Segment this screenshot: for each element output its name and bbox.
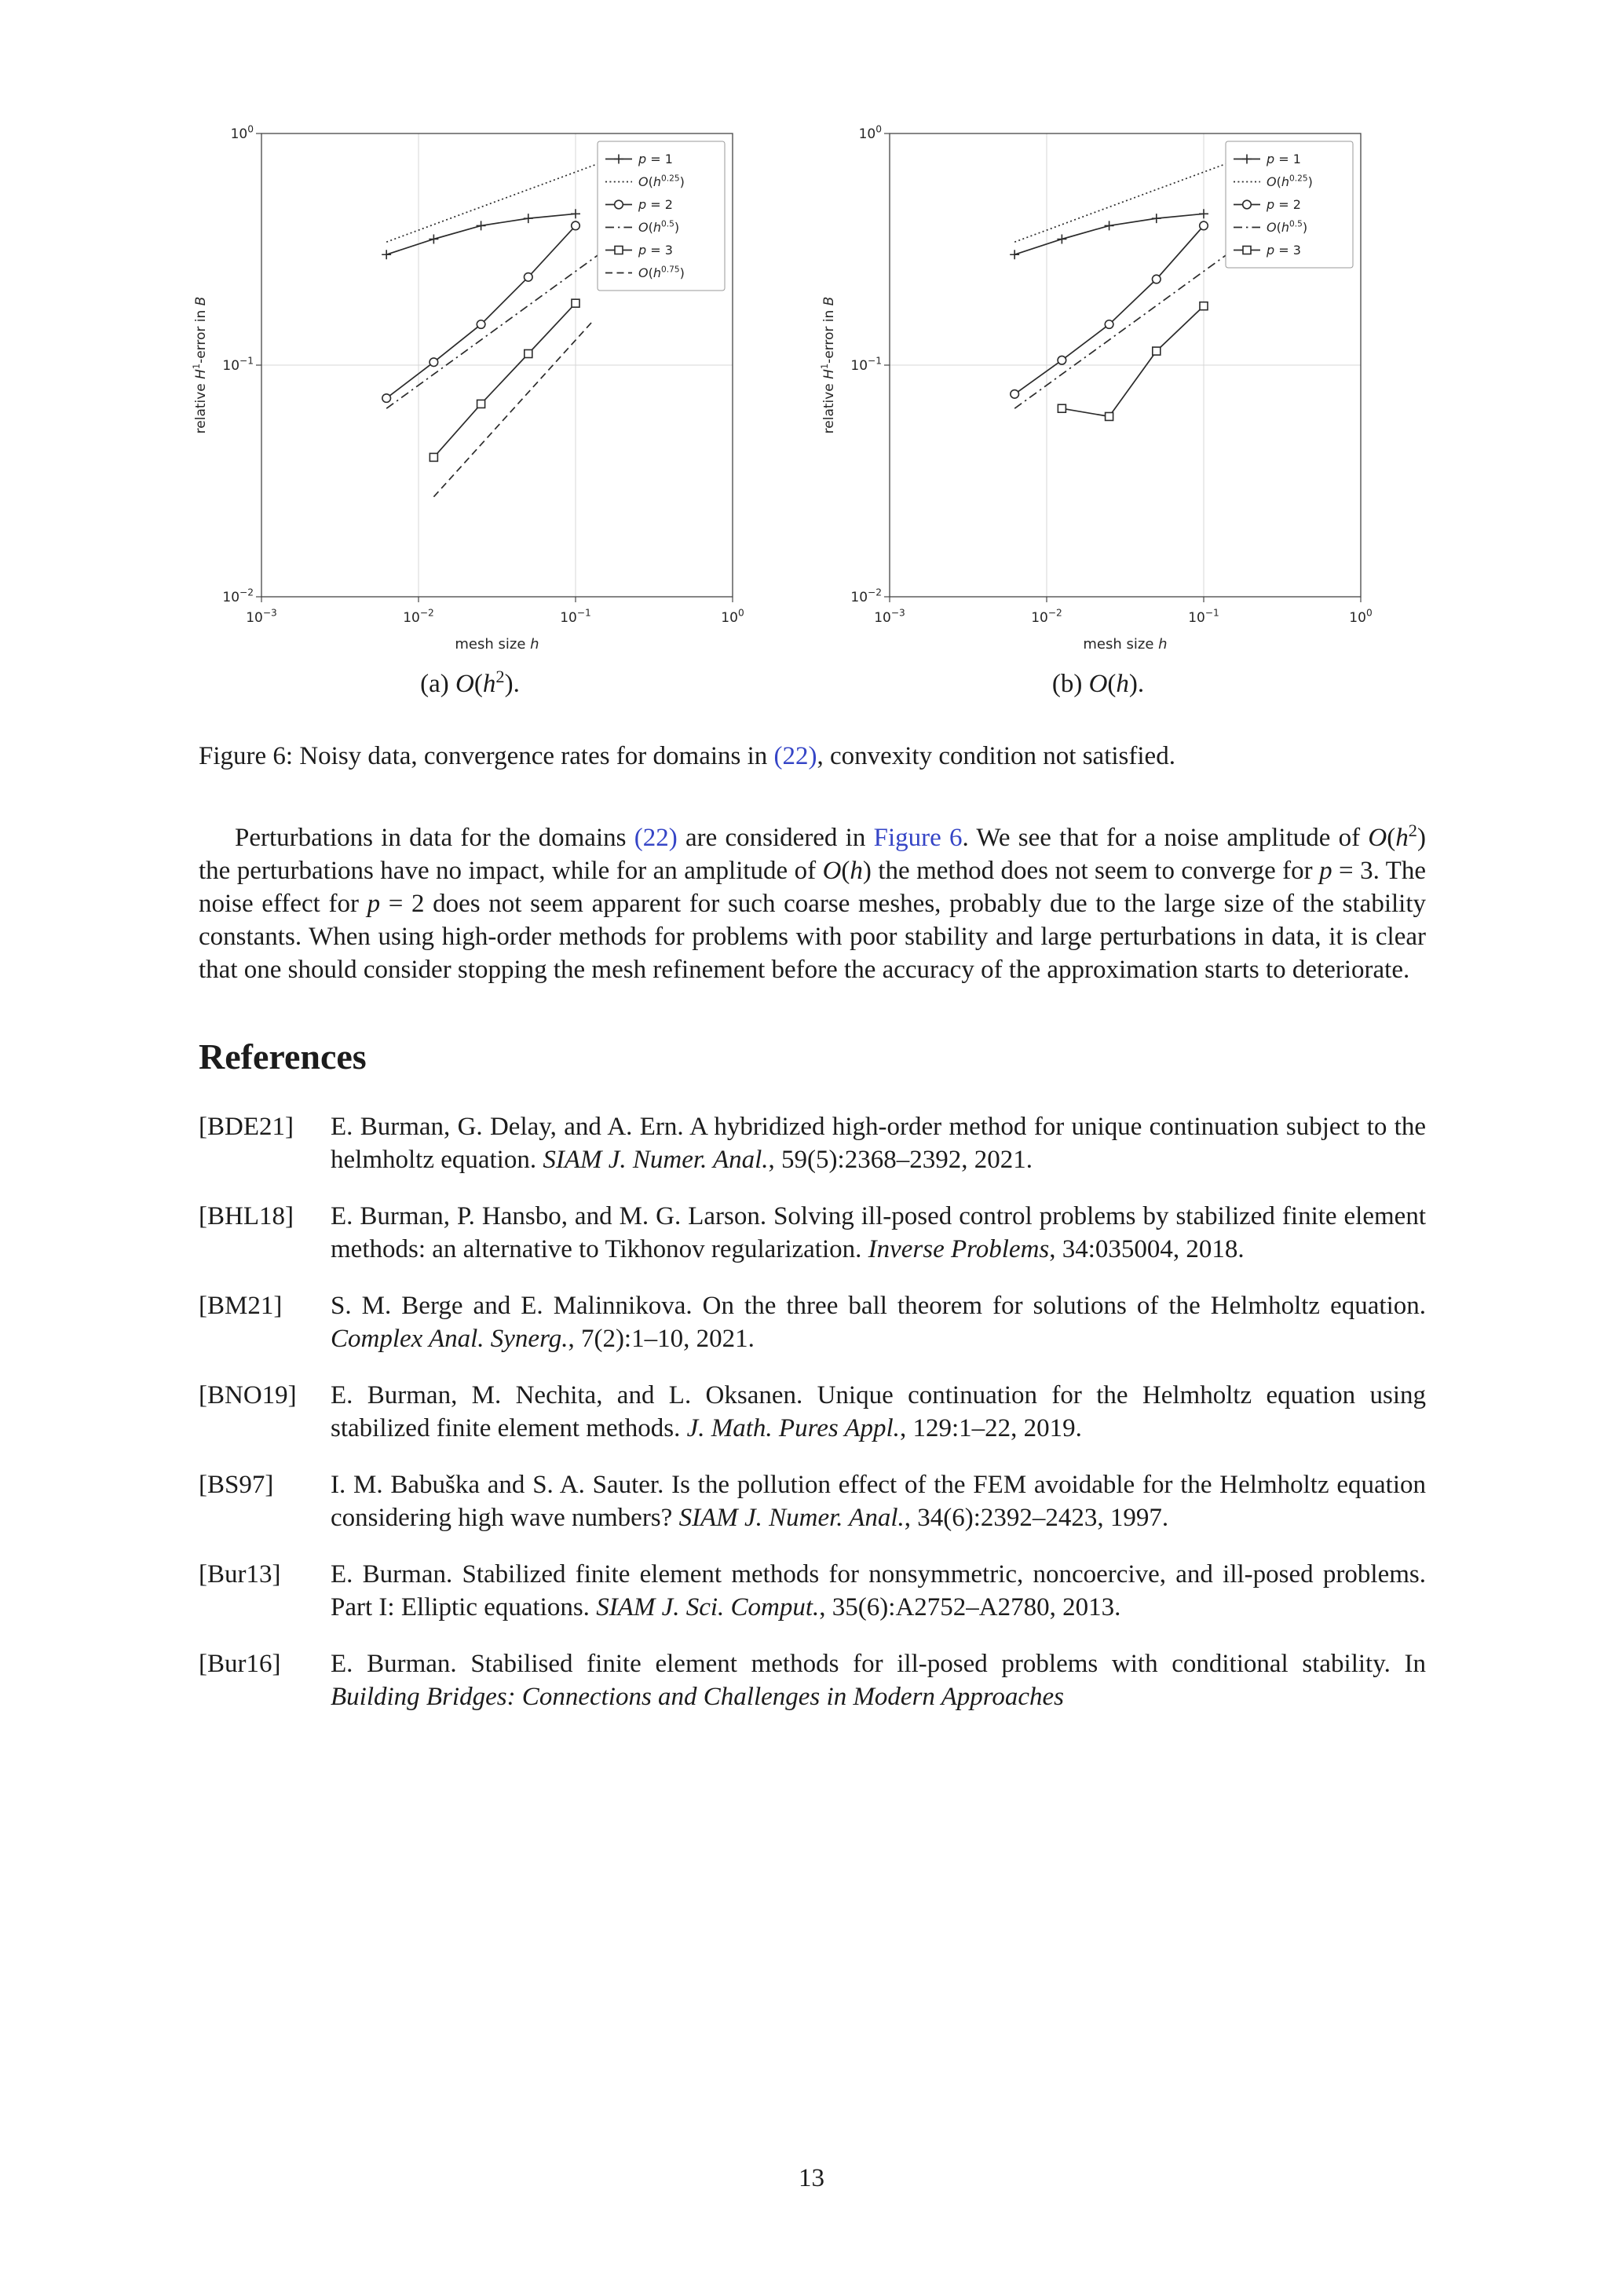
text-segment: (b): [1051, 670, 1089, 698]
svg-text:mesh size h: mesh size h: [455, 636, 539, 653]
svg-text:100: $10^0$: [230, 123, 254, 142]
text-segment: , 59(5):2368–2392, 2021.: [768, 1146, 1033, 1174]
reference-label: [Bur16]: [199, 1650, 281, 1678]
figure-caption: [199, 740, 1426, 773]
text-segment: , 35(6):A2752–A2780, 2013.: [819, 1593, 1121, 1621]
reference-text: [331, 1468, 1426, 1534]
reference-entry: [199, 1558, 1426, 1624]
series-Oh075: [433, 320, 593, 497]
text-segment: (: [1107, 670, 1117, 698]
convergence-plot-a: [189, 118, 751, 664]
text-segment: = 3. The noise effect for: [199, 857, 1426, 918]
reference-entry: [199, 1379, 1426, 1445]
reference-label: [BM21]: [199, 1292, 283, 1320]
text-segment: , 129:1–22, 2019.: [899, 1414, 1082, 1442]
subcaption-b: [1052, 670, 1144, 699]
text-segment: , 34(6):2392–2423, 1997.: [904, 1504, 1169, 1532]
subcaption-a: [420, 667, 520, 699]
convergence-plot-b: [817, 118, 1379, 664]
series-Oh05: [1014, 251, 1231, 408]
reference-text: [331, 1289, 1426, 1355]
text-segment: O: [822, 857, 842, 885]
text-segment: E. Burman, G. Delay, and A. Ern. A hybridized high-order method for unique continuation subject to the helmholtz equation.: [331, 1113, 1426, 1174]
text-segment: Complex Anal. Synerg.: [331, 1325, 568, 1353]
text-segment: (: [1387, 824, 1396, 852]
citation-link[interactable]: Figure 6: [873, 824, 963, 852]
text-segment: 2: [495, 667, 505, 686]
svg-text:O(h0.75): $O(h^{0.75})$: [638, 265, 685, 280]
text-segment: p: [367, 890, 381, 918]
body-paragraph: [199, 821, 1426, 986]
reference-label: [BDE21]: [199, 1113, 294, 1141]
text-segment: SIAM J. Sci. Comput.: [596, 1593, 820, 1621]
svg-text:100: $10^0$: [721, 607, 744, 626]
series-Oh025: [1014, 157, 1244, 242]
svg-text:10−1: $10^{-1}$: [560, 607, 591, 626]
text-segment: (a): [420, 670, 456, 698]
reference-entry: [199, 1110, 1426, 1176]
text-segment: h: [1116, 670, 1129, 698]
text-segment: 2: [1408, 821, 1417, 840]
text-segment: (: [841, 857, 850, 885]
text-segment: SIAM J. Numer. Anal.: [543, 1146, 769, 1174]
svg-text:10−2: $10^{-2}$: [222, 587, 254, 605]
svg-text:10−1: $10^{-1}$: [222, 355, 254, 374]
text-segment: the method does not seem to converge for: [871, 857, 1320, 885]
figure-6: [189, 118, 1426, 699]
reference-entry: [199, 1468, 1426, 1534]
svg-text:relative H1-error in B: relative $H^1$-error in B: [192, 296, 209, 434]
text-segment: E. Burman. Stabilised finite element methods for ill-posed problems with conditional stability. In: [331, 1650, 1426, 1678]
reference-label: [BHL18]: [199, 1202, 294, 1230]
figure-6-panel-a: [189, 118, 751, 699]
citation-link[interactable]: (22): [773, 742, 817, 770]
text-segment: ): [1416, 824, 1426, 852]
text-segment: h: [1395, 824, 1409, 852]
svg-text:O(h0.5): $O(h^{0.5})$: [638, 219, 680, 235]
text-segment: S. M. Berge and E. Malinnikova. On the three ball theorem for solutions of the Helmholtz equation.: [331, 1292, 1426, 1320]
text-segment: , 7(2):1–10, 2021.: [568, 1325, 755, 1353]
text-segment: ): [862, 857, 872, 885]
text-segment: ).: [504, 670, 520, 698]
svg-text:10−3: $10^{-3}$: [246, 607, 277, 626]
svg-text:relative H1-error in B: relative $H^1$-error in B: [820, 296, 837, 434]
text-segment: are considered in: [677, 824, 874, 852]
text-segment: E. Burman. Stabilized finite element methods for nonsymmetric, noncoercive, and ill-posed problems. Part I: Elliptic equations.: [331, 1560, 1426, 1621]
text-segment: . We see that for a noise amplitude of: [962, 824, 1369, 852]
series-p2: [382, 221, 579, 402]
text-block: [192, 0, 1426, 1737]
series-Oh05: [386, 251, 603, 408]
text-segment: Inverse Problems: [868, 1235, 1050, 1263]
svg-text:100: $10^0$: [858, 123, 882, 142]
text-segment: h: [482, 670, 496, 698]
x-axis: [246, 597, 744, 653]
svg-text:O(h0.25): $O(h^{0.25})$: [638, 174, 685, 189]
legend: [598, 141, 725, 291]
text-segment: SIAM J. Numer. Anal.: [678, 1504, 905, 1532]
svg-text:10−2: $10^{-2}$: [850, 587, 882, 605]
y-axis: [192, 123, 261, 605]
reference-label: [BS97]: [199, 1471, 274, 1499]
text-segment: Figure 6: Noisy data, convergence rates for domains in: [199, 742, 774, 770]
page-number: 13: [799, 2164, 824, 2192]
text-segment: E. Burman, M. Nechita, and L. Oksanen. Unique continuation for the Helmholtz equation using stabilized finite element methods.: [331, 1381, 1426, 1442]
text-segment: ).: [1128, 670, 1145, 698]
figure-6-panel-b: [817, 118, 1379, 699]
svg-text:O(h0.25): $O(h^{0.25})$: [1267, 174, 1313, 189]
reference-entry: [199, 1200, 1426, 1266]
text-segment: = 2 does not seem apparent for such coarse meshes, probably due to the large size of the stability constants. When using high-order methods for problems with poor stability and large perturbations in data, it is clear that one should consider stopping the mesh refinement before the accuracy of the approximation starts to deteriorate.: [199, 890, 1426, 984]
reference-entry: [199, 1289, 1426, 1355]
legend: [1226, 141, 1353, 268]
text-segment: , convexity condition not satisfied.: [817, 742, 1175, 770]
text-segment: E. Burman, P. Hansbo, and M. G. Larson. Solving ill-posed control problems by stabilized finite element methods: an alternative to Tikhonov regularization.: [331, 1202, 1426, 1263]
svg-text:p = 2: p = 2: [1267, 197, 1301, 212]
svg-text:10−1: $10^{-1}$: [850, 355, 882, 374]
reference-text: [331, 1200, 1426, 1266]
text-segment: , 34:035004, 2018.: [1049, 1235, 1245, 1263]
text-segment: the perturbations have no impact, while for an amplitude of: [199, 857, 823, 885]
reference-label: [Bur13]: [199, 1560, 281, 1589]
y-axis: [820, 123, 890, 605]
svg-text:10−1: $10^{-1}$: [1188, 607, 1219, 626]
svg-text:p = 2: p = 2: [638, 197, 673, 212]
series-p3: [430, 299, 579, 461]
reference-entry: [199, 1647, 1426, 1713]
text-segment: Building Bridges: Connections and Challenges in Modern Approaches: [331, 1683, 1064, 1711]
reference-text: [331, 1558, 1426, 1624]
svg-text:10−2: $10^{-2}$: [1031, 607, 1062, 626]
svg-text:100: $10^0$: [1349, 607, 1373, 626]
reference-label: [BNO19]: [199, 1381, 297, 1409]
series-Oh025: [386, 157, 616, 242]
x-axis: [874, 597, 1373, 653]
svg-text:p = 3: p = 3: [638, 243, 673, 258]
text-segment: (: [473, 670, 483, 698]
text-segment: O: [1088, 670, 1108, 698]
text-segment: h: [850, 857, 863, 885]
svg-text:p = 3: p = 3: [1267, 243, 1301, 258]
svg-text:10−2: $10^{-2}$: [403, 607, 434, 626]
text-segment: O: [455, 670, 474, 698]
references-heading: References: [199, 1036, 367, 1077]
svg-text:O(h0.5): $O(h^{0.5})$: [1267, 219, 1308, 235]
reference-text: [331, 1379, 1426, 1445]
text-segment: I. M. Babuška and S. A. Sauter. Is the pollution effect of the FEM avoidable for the Helmholtz equation considering high wave numbers?: [331, 1471, 1426, 1532]
series-p2: [1011, 221, 1208, 398]
citation-link[interactable]: (22): [634, 824, 678, 852]
text-segment: O: [1368, 824, 1387, 852]
svg-text:p = 1: p = 1: [1267, 152, 1301, 166]
reference-text: [331, 1647, 1426, 1713]
series-p1: [382, 209, 580, 259]
svg-text:p = 1: p = 1: [638, 152, 673, 166]
svg-text:10−3: $10^{-3}$: [874, 607, 905, 626]
text-segment: p: [1319, 857, 1332, 885]
references-list: [199, 1110, 1426, 1713]
reference-text: [331, 1110, 1426, 1176]
text-segment: J. Math. Pures Appl.: [686, 1414, 900, 1442]
series-p1: [1010, 209, 1208, 259]
svg-text:mesh size h: mesh size h: [1083, 636, 1168, 653]
text-segment: Perturbations in data for the domains: [235, 824, 634, 852]
